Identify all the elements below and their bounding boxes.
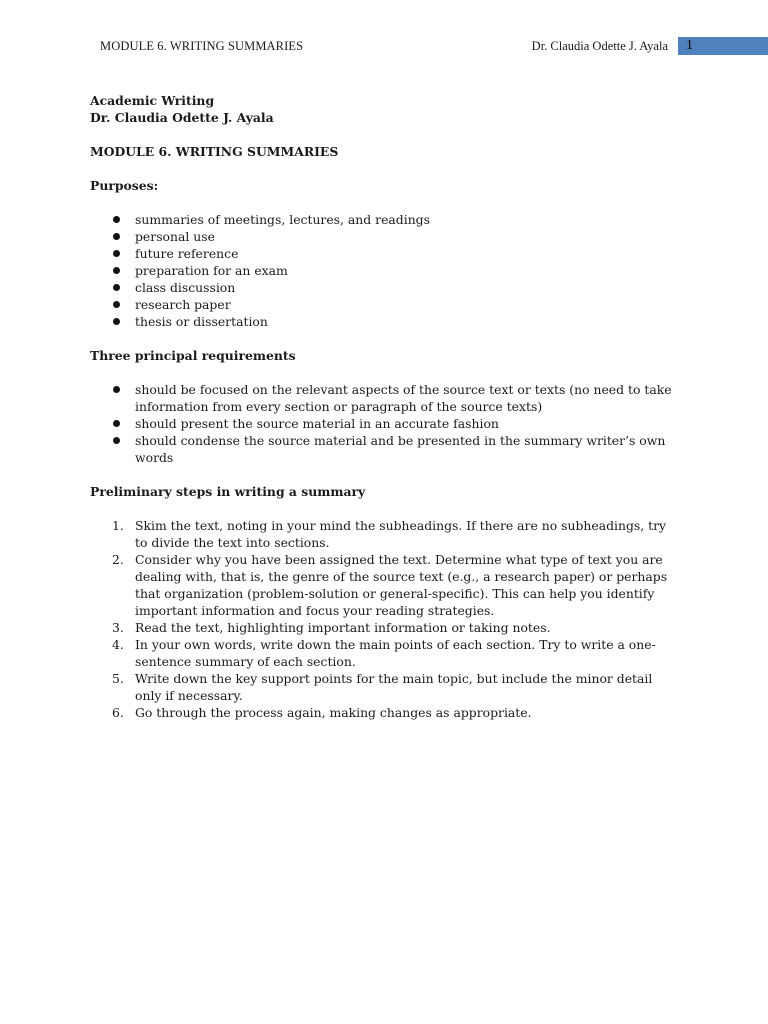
bullet-icon [113, 437, 120, 444]
list-item-text: thesis or dissertation [135, 314, 268, 329]
list-item-text: Go through the process again, making changes as appropriate. [135, 705, 532, 720]
purposes-list [90, 211, 680, 330]
list-item-text: summaries of meetings, lectures, and readings [135, 212, 430, 227]
list-item-text: personal use [135, 229, 215, 244]
bullet-icon [113, 301, 120, 308]
list-item [90, 262, 680, 279]
list-item [90, 296, 680, 313]
list-item [90, 636, 680, 670]
list-item [90, 619, 680, 636]
step-number: 5. [112, 671, 124, 686]
bullet-icon [113, 233, 120, 240]
steps-heading: Preliminary steps in writing a summary [90, 484, 366, 499]
list-item-text: class discussion [135, 280, 236, 295]
bullet-icon [113, 267, 120, 274]
list-item-text: should be focused on the relevant aspects of the source text or texts (no need to take information from every section or paragraph of the source texts) [135, 382, 672, 414]
list-item [90, 415, 680, 432]
bullet-icon [113, 318, 120, 325]
step-number: 6. [112, 705, 124, 720]
step-number: 1. [112, 518, 124, 533]
list-item-text: Read the text, highlighting important information or taking notes. [135, 620, 551, 635]
list-item-text: Write down the key support points for the main topic, but include the minor detail only if necessary. [135, 671, 653, 703]
list-item-text: Skim the text, noting in your mind the subheadings. If there are no subheadings, try to divide the text into sections. [135, 518, 667, 550]
purposes-heading: Purposes: [90, 178, 159, 193]
list-item [90, 245, 680, 262]
course-title: Academic Writing [90, 93, 215, 108]
requirements-list [90, 381, 680, 466]
list-item-text: should condense the source material and be presented in the summary writer’s own words [135, 433, 666, 465]
list-item [90, 670, 680, 704]
list-item-text: future reference [135, 246, 239, 261]
bullet-icon [113, 386, 120, 393]
bullet-icon [113, 250, 120, 257]
step-number: 2. [112, 552, 124, 567]
list-item-text: In your own words, write down the main points of each section. Try to write a one-sentence summary of each section. [135, 637, 656, 669]
list-item [90, 279, 680, 296]
list-item-text: preparation for an exam [135, 263, 288, 278]
step-number: 4. [112, 637, 124, 652]
steps-list [90, 517, 680, 721]
bullet-icon [113, 420, 120, 427]
document-body [90, 92, 680, 721]
bullet-icon [113, 284, 120, 291]
list-item [90, 228, 680, 245]
list-item [90, 211, 680, 228]
author-name: Dr. Claudia Odette J. Ayala [90, 110, 274, 125]
list-item-text: should present the source material in an accurate fashion [135, 416, 499, 431]
list-item-text: research paper [135, 297, 231, 312]
list-item [90, 517, 680, 551]
bullet-icon [113, 216, 120, 223]
module-title: MODULE 6. WRITING SUMMARIES [90, 144, 339, 159]
step-number: 3. [112, 620, 124, 635]
running-header-author: Dr. Claudia Odette J. Ayala [531, 39, 668, 53]
list-item-text: Consider why you have been assigned the text. Determine what type of text you are dealing with, that is, the genre of the source text (e.g., a research paper) or perhaps that organization (problem-solution or general-specific). This can help you identify important information and focus your reading strategies. [135, 552, 668, 618]
list-item [90, 432, 680, 466]
page-number-box [678, 37, 768, 55]
list-item [90, 704, 680, 721]
requirements-heading: Three principal requirements [90, 348, 296, 363]
running-header-title: MODULE 6. WRITING SUMMARIES [100, 39, 304, 53]
page-number: 1 [686, 38, 693, 53]
list-item [90, 313, 680, 330]
list-item [90, 381, 680, 415]
list-item [90, 551, 680, 619]
